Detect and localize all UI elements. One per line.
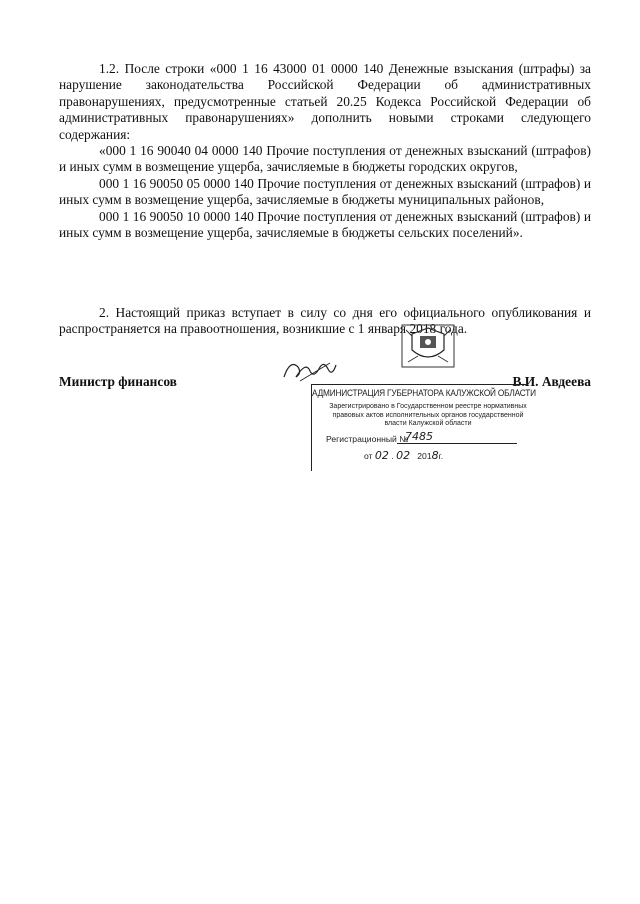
paragraph-code-90050-10: 000 1 16 90050 10 0000 140 Прочие поступления от денежных взысканий (штрафов) и иных сумм в возмещение ущерба, зачисляемые в бюджеты сельских поселений». bbox=[59, 208, 591, 241]
stamp-date-month: 02 bbox=[396, 449, 411, 462]
registration-stamp bbox=[311, 384, 536, 471]
stamp-registration-text: Зарегистрировано в Государственном реестре нормативных правовых актов исполнительных органов государственной власти Калужской области bbox=[329, 403, 527, 428]
stamp-date: от 02 . 02 2018г. bbox=[364, 449, 444, 462]
stamp-date-year-suffix: 8 bbox=[431, 449, 439, 462]
signer-position: Министр финансов bbox=[59, 374, 177, 389]
handwritten-signature bbox=[280, 355, 340, 385]
section-2 bbox=[59, 305, 591, 338]
paragraph-2-effective: 2. Настоящий приказ вступает в силу со дня его официального опубликования и распространяется на правоотношения, возникшие с 1 января 2018 года. bbox=[59, 305, 591, 337]
stamp-date-prefix: от bbox=[364, 451, 373, 461]
paragraph-code-90040: «000 1 16 90040 04 0000 140 Прочие поступления от денежных взысканий (штрафов) и иных сумм в возмещение ущерба, зачисляемые в бюджеты городских округов, bbox=[59, 143, 591, 175]
paragraph-1-2-intro: 1.2. После строки «000 1 16 43000 01 0000 140 Денежные взыскания (штрафы) за нарушение законодательства Российской Федерации об административных правонарушениях, предусмотренные статьей 20.25 Кодекса Российской Федерации об административных правонарушениях» дополнить новыми строками следующего содержания: bbox=[59, 61, 591, 142]
stamp-reg-number: 7485 bbox=[397, 430, 517, 444]
stamp-date-day: 02 bbox=[374, 449, 389, 462]
stamp-reg-label: Регистрационный № bbox=[326, 434, 409, 444]
stamp-title: АДМИНИСТРАЦИЯ ГУБЕРНАТОРА КАЛУЖСКОЙ ОБЛАСТИ bbox=[312, 387, 536, 398]
coat-of-arms-emblem bbox=[398, 322, 458, 370]
stamp-date-year-prefix: 201 bbox=[417, 451, 432, 461]
paragraph-code-90050-05: 000 1 16 90050 05 0000 140 Прочие поступления от денежных взысканий (штрафов) и иных сумм в возмещение ущерба, зачисляемые в бюджеты муниципальных районов, bbox=[59, 175, 591, 208]
section-1-2 bbox=[59, 61, 591, 241]
signer-name: В.И. Авдеева bbox=[512, 374, 591, 389]
stamp-date-suffix: г. bbox=[438, 451, 444, 461]
